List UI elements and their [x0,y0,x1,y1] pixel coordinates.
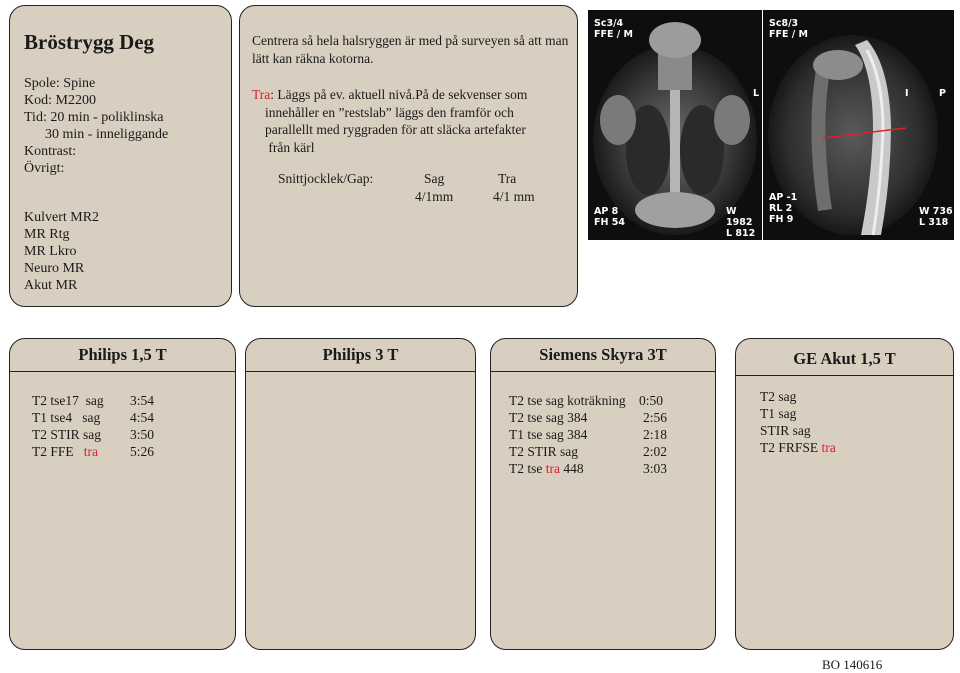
machine-card-ge-akut [735,338,954,650]
sagittal-window: W 736 [919,206,953,217]
sequence-row [509,461,584,477]
sequence-name: T1 sag [760,406,797,421]
tra-instruction [252,86,527,156]
header-divider [10,371,235,372]
location-item: MR Lkro [24,244,77,259]
tra-header: Tra [498,171,517,186]
sequence-row [760,423,811,439]
sequence-time: 2:18 [643,427,668,442]
sequence-name: T2 FRFSE [760,440,822,455]
coil-line: Spole: Spine [24,76,96,91]
survey-instruction [252,32,568,67]
sagittal-bottom-left-label [769,192,797,225]
sequence-name: T2 tse17 sag [32,393,104,408]
coronal-bottom-right-label [726,206,762,239]
sequence-time: 3:54 [130,393,155,408]
sagittal-bottom-right-label [919,206,953,228]
location-item: Akut MR [24,278,78,293]
sequence-time: 2:56 [643,410,668,425]
sequence-row [760,440,836,456]
machine-name: GE Akut 1,5 T [793,349,896,368]
sequence-suffix: 448 [560,461,584,476]
time-line-outpatient: Tid: 20 min - poliklinska [24,110,164,125]
coronal-window: W 1982 [726,206,753,228]
coronal-fh: FH 54 [594,217,625,228]
location-item: MR Rtg [24,227,70,242]
sequence-time: 3:03 [643,461,668,476]
machine-name: Philips 3 T [322,345,399,364]
header-divider [736,375,953,376]
sequence-row [509,393,626,409]
tra-line-1 [252,86,527,104]
sequence-name: T1 tse sag 384 [509,427,588,442]
sequence-time: 5:26 [130,444,155,459]
sagittal-level: L 318 [919,217,949,228]
instructions-card [239,5,578,307]
location-item: Kulvert MR2 [24,210,100,225]
sagittal-ap: AP -1 [769,192,798,203]
tra-marker: tra [821,440,836,455]
sagittal-fh: FH 9 [769,214,794,225]
machine-name: Siemens Skyra 3T [539,345,667,364]
header-divider [246,371,475,372]
sequence-name: T2 STIR sag [509,444,578,459]
sag-value: 4/1mm [415,189,454,204]
sequence-row [509,444,578,460]
sequence-name: T2 sag [760,389,797,404]
sagittal-top-left-label [769,18,808,40]
sequence-time: 4:54 [130,410,155,425]
sequence-name: T2 tse sag koträkning [509,393,626,408]
slice-thickness-label: Snittjocklek/Gap: [278,171,374,186]
sequence-row [760,389,796,405]
sequence-row [760,406,796,422]
sequence-row [509,427,587,443]
coronal-level: L 812 [726,228,756,239]
coronal-top-left-label [594,18,633,40]
protocol-details [24,75,168,177]
sequence-row [509,410,587,426]
tra-marker: tra [83,444,99,459]
sequence-row [32,444,98,460]
sag-header: Sag [424,171,445,186]
info-card [9,5,232,307]
sagittal-rl: RL 2 [769,203,793,214]
sequence-name: STIR sag [760,423,811,438]
mri-coronal-image [588,10,762,240]
coronal-side-label: L [753,88,760,99]
mri-sagittal-image [763,10,954,240]
sequence-row [32,427,101,443]
tra-text-cont: På de sekvenser som [415,87,528,102]
code-line: Kod: M2200 [24,93,96,108]
header-divider [491,371,715,372]
sequence-row [32,393,104,409]
protocol-title: Bröstrygg Deg [24,30,155,54]
sequence-name: T2 STIR sag [32,427,101,442]
machine-card-philips-3t [245,338,476,650]
sagittal-side-label-i: I [905,88,909,99]
location-list [24,209,99,294]
tra-line-4: från kärl [265,139,315,155]
location-item: Neuro MR [24,261,85,276]
other-line: Övrigt: [24,161,65,176]
sequence-time: 2:02 [643,444,668,459]
tra-label: Tra [252,87,271,102]
sequence-time: 3:50 [130,427,155,442]
tra-line-3: parallellt med ryggraden för att släcka artefakter [265,122,526,137]
coronal-bottom-left-label [594,206,625,228]
survey-text-line: Centrera så hela halsryggen är med på surveyen så att man [252,33,569,48]
sequence-time: 0:50 [639,393,664,408]
coronal-series: Sc3/4 [594,18,624,29]
document-footer: BO 140616 [822,657,883,672]
sequence-name: T1 tse4 sag [32,410,101,425]
machine-card-siemens-skyra [490,338,716,650]
tra-line-2: innehåller en ”restslab” läggs den framför och [265,104,514,120]
coronal-ap: AP 8 [594,206,619,217]
sequence-name: T2 tse sag 384 [509,410,588,425]
sagittal-sequence: FFE / M [769,29,809,40]
tra-value: 4/1 mm [493,189,535,204]
sagittal-side-label-p: P [939,88,946,99]
sagittal-series: Sc8/3 [769,18,799,29]
tra-text: : Läggs på ev. aktuell nivå. [270,87,416,102]
tra-marker: tra [545,461,560,476]
machine-card-philips-15t [9,338,236,650]
sequence-name: T2 tse [509,461,546,476]
sequence-name: T2 FFE [32,444,84,459]
coronal-sequence: FFE / M [594,29,634,40]
time-line-inpatient: 30 min - inneliggande [24,127,169,142]
survey-text-line: lätt kan räkna kotorna. [252,50,374,66]
sequence-row [32,410,100,426]
machine-name: Philips 1,5 T [78,345,167,364]
contrast-line: Kontrast: [24,144,77,159]
